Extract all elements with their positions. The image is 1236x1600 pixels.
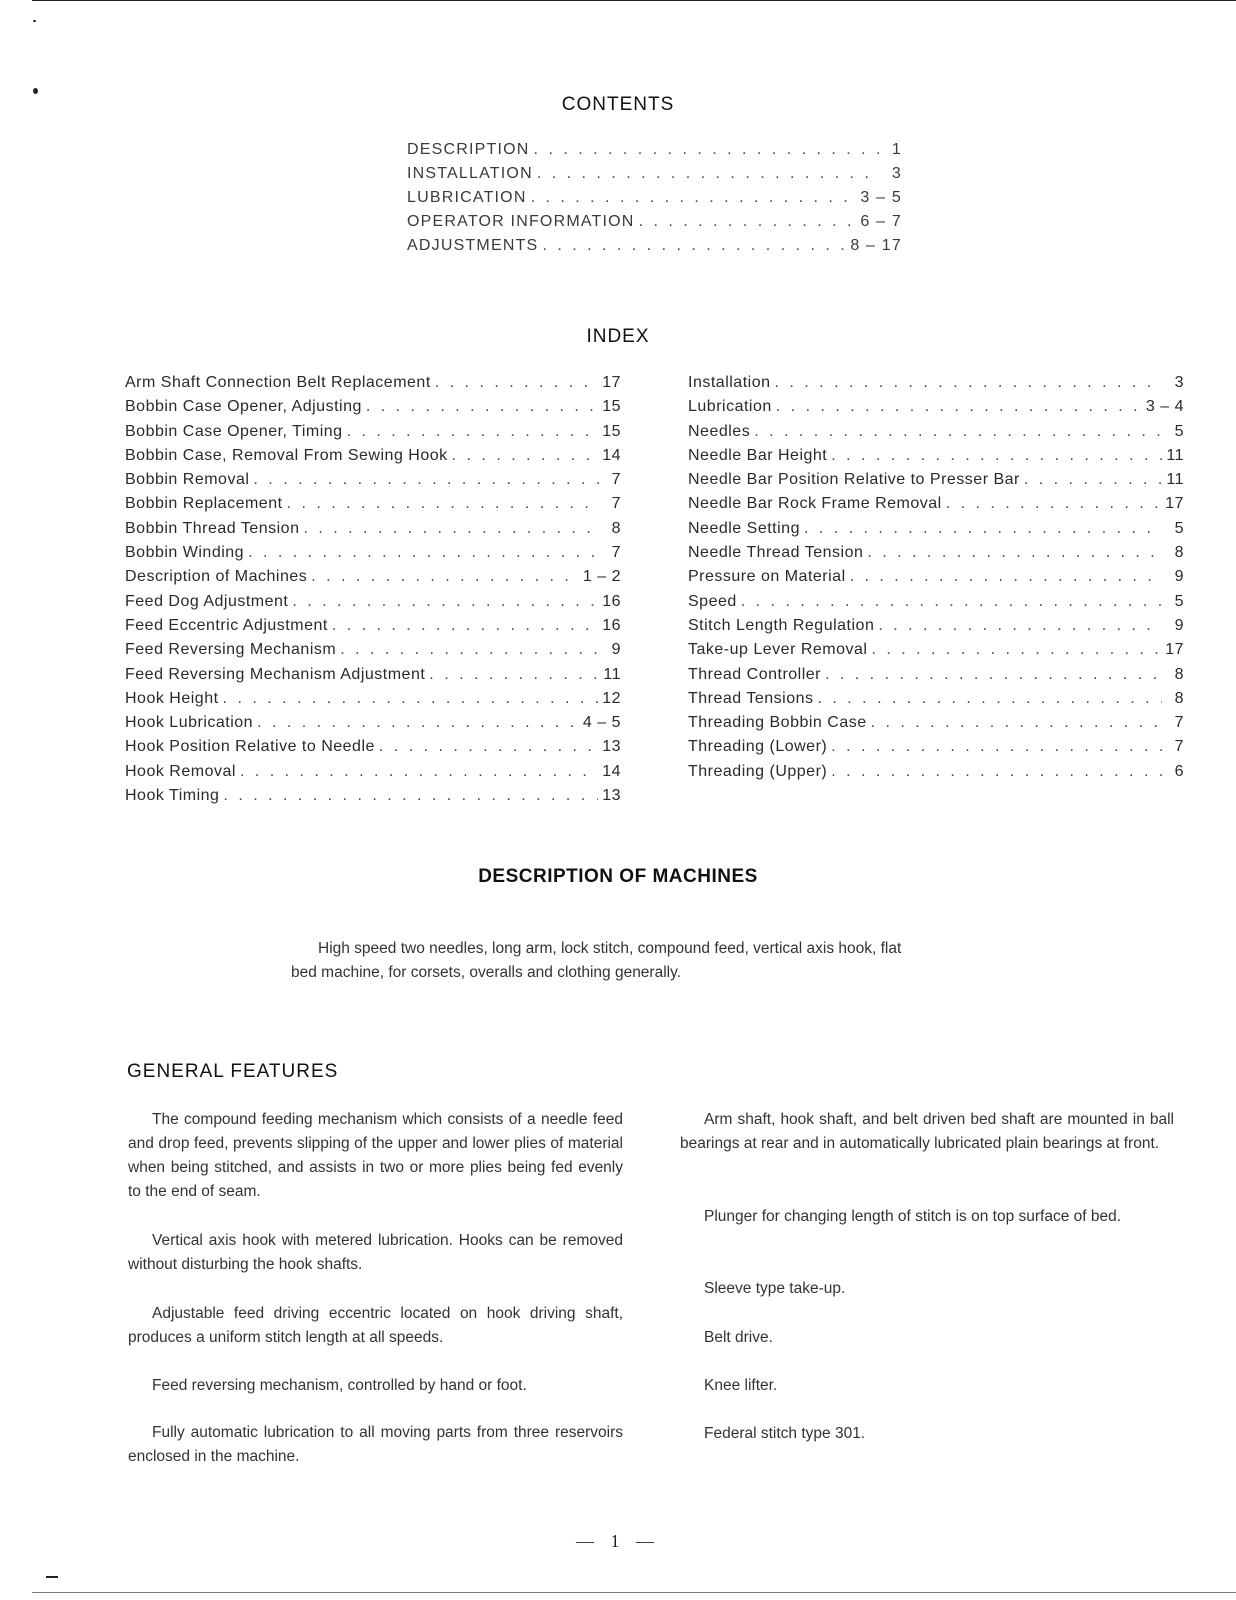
contents-title: CONTENTS: [561, 94, 675, 115]
dot-leader: [804, 520, 1162, 538]
index-entry[interactable]: [125, 544, 621, 568]
index-entry[interactable]: [688, 423, 1184, 447]
dot-leader: [248, 544, 599, 562]
index-entry-page: 9: [1174, 616, 1184, 634]
index-entry-page: 8: [611, 519, 621, 537]
index-entry-label: Feed Reversing Mechanism: [125, 641, 337, 659]
index-entry-label: Feed Reversing Mechanism Adjustment: [125, 665, 426, 683]
index-entry-page: 12: [602, 689, 621, 707]
index-entry-page: 7: [1174, 738, 1184, 756]
index-entry-label: Needle Bar Height: [688, 446, 828, 464]
index-entry[interactable]: [688, 763, 1184, 787]
dot-leader: [867, 544, 1162, 562]
contents-entry[interactable]: INSTALLATION . . . 3: [407, 165, 902, 189]
dot-leader: [878, 617, 1162, 635]
dot-leader: [303, 520, 599, 538]
index-entry[interactable]: [688, 568, 1184, 592]
index-entry-page: 7: [1174, 714, 1184, 732]
index-entry[interactable]: [125, 374, 621, 398]
index-entry-page: 15: [602, 422, 621, 440]
index-entry-label: Bobbin Replacement: [125, 495, 283, 513]
dot-leader: [340, 641, 599, 659]
index-entry-page: 5: [1174, 592, 1184, 610]
contents-entry[interactable]: OPERATOR INFORMATION . . . 6 – 7: [407, 213, 902, 237]
index-entry-label: Needle Bar Rock Frame Removal: [688, 495, 942, 513]
dot-leader: [776, 398, 1142, 416]
contents-list: [407, 141, 902, 261]
feature-right-5: Knee lifter.: [704, 1377, 778, 1394]
index-entry[interactable]: [688, 398, 1184, 422]
page-number: — 1 —: [576, 1531, 660, 1551]
index-entry-label: Bobbin Thread Tension: [125, 519, 300, 537]
index-entry[interactable]: [688, 666, 1184, 690]
index-entry-page: 7: [611, 471, 621, 489]
dot-leader: [223, 787, 598, 805]
dot-leader: [871, 641, 1161, 659]
index-entry[interactable]: [688, 617, 1184, 641]
dot-leader: [946, 495, 1162, 513]
index-entry-label: Bobbin Removal: [125, 471, 250, 489]
scan-speck: [33, 20, 36, 22]
index-entry-page: 14: [602, 762, 621, 780]
dot-leader: [287, 495, 599, 513]
index-entry[interactable]: [125, 763, 621, 787]
index-entry-page: 17: [1165, 495, 1184, 513]
dot-leader: [871, 714, 1162, 732]
dot-leader: [831, 738, 1162, 756]
feature-left-2: Vertical axis hook with metered lubrication. Hooks can be removed without disturbing the hook shafts.: [128, 1232, 623, 1273]
index-entry-page: 11: [603, 665, 621, 683]
index-entry[interactable]: [688, 641, 1184, 665]
index-entry[interactable]: [688, 520, 1184, 544]
bottom-border-line: [32, 1592, 1236, 1593]
dot-leader: [332, 617, 598, 635]
index-entry-label: Pressure on Material: [688, 568, 846, 586]
index-entry-page: 13: [602, 787, 621, 805]
index-entry[interactable]: [125, 714, 621, 738]
index-entry-page: 3: [1174, 374, 1184, 391]
index-entry-label: Thread Controller: [688, 665, 821, 683]
index-entry-label: Hook Position Relative to Needle: [125, 738, 375, 756]
index-entry-label: Arm Shaft Connection Belt Replacement: [125, 374, 431, 391]
index-entry-page: 13: [602, 738, 621, 756]
index-entry-label: Take-up Lever Removal: [688, 641, 868, 659]
index-entry-page: 7: [611, 495, 621, 513]
dot-leader: [754, 423, 1162, 441]
index-entry[interactable]: [125, 666, 621, 690]
index-entry[interactable]: [125, 617, 621, 641]
index-column-right: [688, 374, 1184, 787]
feature-right-2: Plunger for changing length of stitch is on top surface of bed.: [704, 1208, 1122, 1225]
dot-leader: [311, 568, 579, 586]
index-entry-page: 15: [602, 398, 621, 416]
index-entry-label: Installation: [688, 374, 771, 391]
index-entry-label: Thread Tensions: [688, 689, 814, 707]
dot-leader: [831, 763, 1162, 781]
index-entry-label: Needle Thread Tension: [688, 544, 864, 562]
description-title: DESCRIPTION OF MACHINES: [478, 866, 758, 887]
index-entry[interactable]: [688, 690, 1184, 714]
index-entry[interactable]: [125, 568, 621, 592]
description-line-1: High speed two needles, long arm, lock stitch, compound feed, vertical axis hook, flat: [318, 940, 902, 957]
feature-left-3: Adjustable feed driving eccentric located on hook driving shaft, produces a uniform stitch length at all speeds.: [128, 1305, 623, 1346]
index-entry-label: Lubrication: [688, 398, 772, 416]
index-entry-label: Stitch Length Regulation: [688, 616, 875, 634]
index-entry-label: Needles: [688, 422, 751, 440]
dot-leader: [818, 690, 1163, 708]
dot-leader: [452, 447, 599, 465]
index-entry-label: Feed Eccentric Adjustment: [125, 616, 328, 634]
feature-right-1: Arm shaft, hook shaft, and belt driven bed shaft are mounted in ball bearings at rear and in automatically lubricated plain bearings at front.: [680, 1111, 1174, 1152]
general-features-title: GENERAL FEATURES: [127, 1061, 339, 1082]
index-entry-label: Hook Removal: [125, 762, 236, 780]
dot-leader: [379, 738, 598, 756]
index-entry-label: Needle Bar Position Relative to Presser Bar: [688, 471, 1020, 489]
dot-leader: [223, 690, 599, 708]
index-entry-page: 5: [1174, 422, 1184, 440]
index-entry-page: 9: [611, 641, 621, 659]
contents-entry[interactable]: LUBRICATION . . . 3 – 5: [407, 189, 902, 213]
index-entry-page: 6: [1174, 762, 1184, 780]
index-entry[interactable]: [688, 593, 1184, 617]
index-entry-page: 8: [1174, 689, 1184, 707]
index-entry-page: 14: [602, 446, 621, 464]
index-entry-label: Hook Height: [125, 689, 219, 707]
index-entry[interactable]: [125, 738, 621, 762]
index-entry[interactable]: [688, 471, 1184, 495]
index-entry-page: 16: [602, 616, 621, 634]
dot-leader: [741, 593, 1162, 611]
index-entry-page: 5: [1174, 519, 1184, 537]
index-entry-page: 8: [1174, 665, 1184, 683]
contents-entry[interactable]: ADJUSTMENTS . . . 8 – 17: [407, 237, 902, 261]
index-entry-page: 8: [1174, 544, 1184, 562]
contents-entry[interactable]: DESCRIPTION . . . 1: [407, 141, 902, 165]
index-entry-label: Threading Bobbin Case: [688, 714, 867, 732]
top-border-line: [32, 0, 1236, 1]
index-entry-page: 7: [611, 544, 621, 562]
dot-leader: [366, 398, 598, 416]
index-entry-page: 17: [1165, 641, 1184, 659]
index-entry[interactable]: [125, 398, 621, 422]
index-entry[interactable]: [125, 423, 621, 447]
feature-left-1: The compound feeding mechanism which consists of a needle feed and drop feed, prevents slipping of the upper and lower plies of material when being stitched, and assists in two or more plies being fed evenly to the end of seam.: [128, 1111, 623, 1200]
index-entry[interactable]: [688, 544, 1184, 568]
index-column-left: [125, 374, 621, 811]
index-entry-label: Bobbin Winding: [125, 544, 245, 562]
index-entry[interactable]: [688, 447, 1184, 471]
feature-left-4: Feed reversing mechanism, controlled by hand or foot.: [152, 1377, 527, 1394]
dot-leader: [850, 568, 1162, 586]
index-entry-page: 1 – 2: [582, 568, 621, 586]
dot-leader: [429, 666, 599, 684]
index-entry[interactable]: [125, 495, 621, 519]
index-entry-label: Bobbin Case, Removal From Sewing Hook: [125, 446, 448, 464]
index-entry[interactable]: [125, 641, 621, 665]
index-entry[interactable]: [688, 495, 1184, 519]
description-line-2: bed machine, for corsets, overalls and clothing generally.: [291, 964, 682, 981]
index-entry-label: Description of Machines: [125, 568, 308, 586]
index-entry[interactable]: [125, 787, 621, 811]
index-entry-label: Speed: [688, 592, 737, 610]
feature-right-4: Belt drive.: [704, 1329, 773, 1346]
index-entry-page: 4 – 5: [582, 714, 621, 732]
dot-leader: [240, 763, 598, 781]
dot-leader: [825, 666, 1162, 684]
index-entry[interactable]: [125, 690, 621, 714]
index-entry-page: 3 – 4: [1145, 398, 1184, 416]
index-entry-label: Bobbin Case Opener, Timing: [125, 422, 343, 440]
index-entry-page: 11: [1166, 471, 1184, 489]
index-entry[interactable]: [688, 714, 1184, 738]
dot-leader: [775, 374, 1163, 392]
index-entry-label: Feed Dog Adjustment: [125, 592, 289, 610]
index-title: INDEX: [586, 326, 650, 347]
index-entry-label: Hook Lubrication: [125, 714, 254, 732]
index-entry-page: 11: [1166, 446, 1184, 464]
index-entry[interactable]: [688, 738, 1184, 762]
feature-left-5: Fully automatic lubrication to all moving parts from three reservoirs enclosed in the machine.: [128, 1424, 623, 1465]
index-entry[interactable]: [125, 520, 621, 544]
dot-leader: [1024, 471, 1162, 489]
dot-leader: [257, 714, 579, 732]
feature-right-3: Sleeve type take-up.: [704, 1280, 846, 1297]
dot-leader: [831, 447, 1162, 465]
index-entry[interactable]: [688, 374, 1184, 398]
index-entry-label: Threading (Lower): [688, 738, 828, 756]
dot-leader: [292, 593, 598, 611]
feature-right-6: Federal stitch type 301.: [704, 1425, 866, 1442]
index-entry[interactable]: [125, 447, 621, 471]
index-entry-label: Bobbin Case Opener, Adjusting: [125, 398, 362, 416]
index-entry-page: 9: [1174, 568, 1184, 586]
dot-leader: [347, 423, 599, 441]
index-entry-page: 16: [602, 592, 621, 610]
scan-speck: [46, 1576, 58, 1578]
index-entry-label: Threading (Upper): [688, 762, 828, 780]
index-entry[interactable]: [125, 471, 621, 495]
index-entry[interactable]: [125, 593, 621, 617]
index-entry-page: 17: [602, 374, 621, 391]
index-entry-label: Needle Setting: [688, 519, 800, 537]
index-entry-label: Hook Timing: [125, 787, 220, 805]
dot-leader: [435, 374, 598, 392]
dot-leader: [253, 471, 599, 489]
